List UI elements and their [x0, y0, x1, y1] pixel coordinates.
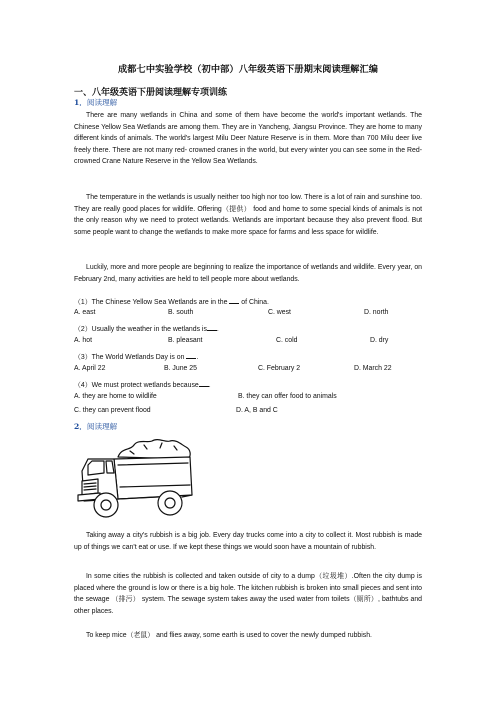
option-d: D. north — [364, 309, 389, 316]
option-d: D. A, B and C — [236, 407, 278, 414]
question-stem — [74, 351, 198, 361]
option-d: D. March 22 — [354, 365, 392, 372]
option-c: C. they can prevent flood — [74, 407, 151, 414]
passage-paragraph: Luckily, more and more people are beginning to realize the importance of wetlands and wildlife. Every year, on February 2nd, many activities are held to tell people more about wetlands. — [74, 264, 422, 283]
stem-text: （4）We must protect wetlands because — [74, 382, 199, 389]
garbage-truck-illustration — [74, 437, 200, 525]
question-label: 阅读理解 — [86, 98, 118, 107]
option-d: D. dry — [370, 337, 389, 344]
option-c: C. February 2 — [258, 365, 301, 372]
passage-paragraph: There are many wetlands in China and some of them have become the world's important wetlands. The Chinese Yellow Sea Wetlands are among them. They are in Yancheng, Jiangsu Province. They are home to many different kinds of animals. The world's largest Milu Deer Nature Reserve is in them. More than 700 Milu deer live freely there. There are not many red- crowned cranes in the world, but every winter you can see some in the Red-crowned Crane Nature Reserve in the Yellow Sea Wetlands. — [74, 112, 422, 166]
question-stem — [74, 379, 211, 389]
stem-text: . — [196, 354, 199, 361]
option-b: B. June 25 — [164, 365, 197, 372]
option-c: C. west — [268, 309, 291, 316]
question-number: 2． — [74, 422, 87, 431]
option-a: A. east — [74, 309, 96, 316]
stem-text: . — [208, 382, 211, 389]
option-c: C. cold — [276, 337, 298, 344]
question-stem — [74, 323, 219, 333]
section-heading: 一、八年级英语下册阅读理解专项训练 — [74, 88, 228, 98]
passage-paragraph: To keep mice（老鼠） and flies away, some earth is used to cover the newly dumped rubbish. — [86, 632, 372, 639]
stem-text: of China. — [239, 299, 269, 306]
stem-text: （2）Usually the weather in the wetlands is — [74, 326, 207, 333]
page-title: 成都七中实验学校（初中部）八年级英语下册期末阅读理解汇编 — [117, 64, 379, 75]
stem-text: （1）The Chinese Yellow Sea Wetlands are in the — [74, 299, 230, 306]
question-1-heading — [74, 97, 117, 108]
option-a: A. hot — [74, 337, 93, 344]
option-a: A. April 22 — [74, 365, 106, 372]
option-b: B. south — [168, 309, 194, 316]
option-b: B. they can offer food to animals — [238, 393, 337, 400]
stem-text: （3）The World Wetlands Day is on — [74, 354, 187, 361]
stem-text: . — [216, 326, 219, 333]
answer-blank — [207, 324, 217, 331]
answer-blank — [229, 297, 239, 304]
question-2-heading — [74, 421, 117, 432]
passage-paragraph: In some cities the rubbish is collected and taken outside of city to a dump（垃圾堆）.Often the city dump is placed where the ground is low or there is a big hole. The kitchen rubbish is broken into small pieces and sent into the sewage （排污） system. The sewage system takes away the used water from toilets（厕所）, bathtubs and other places. — [74, 573, 422, 615]
option-a: A. they are home to wildlife — [74, 393, 157, 400]
answer-blank — [186, 352, 199, 361]
option-b: B. pleasant — [168, 337, 203, 344]
answer-blank — [199, 380, 209, 387]
passage-paragraph: The temperature in the wetlands is usually neither too high nor too low. There is a lot of rain and sunshine too. They are really good places for wildlife. Offering（提供） food and home to some special kinds of animals is not the only reason why we need to protect wetlands. Wetlands are important because they also prevent flood. But some people want to change the wetlands to make more space for farms and less space for wildlife. — [74, 194, 422, 236]
question-stem — [74, 296, 269, 306]
question-label: 阅读理解 — [86, 422, 118, 431]
passage-paragraph: Taking away a city's rubbish is a big job. Every day trucks come into a city to collect it. Most rubbish is made up of things we can't eat or use. If we kept these things we would soon have a mountain of rubbish. — [74, 532, 422, 551]
question-number: 1． — [74, 98, 87, 107]
